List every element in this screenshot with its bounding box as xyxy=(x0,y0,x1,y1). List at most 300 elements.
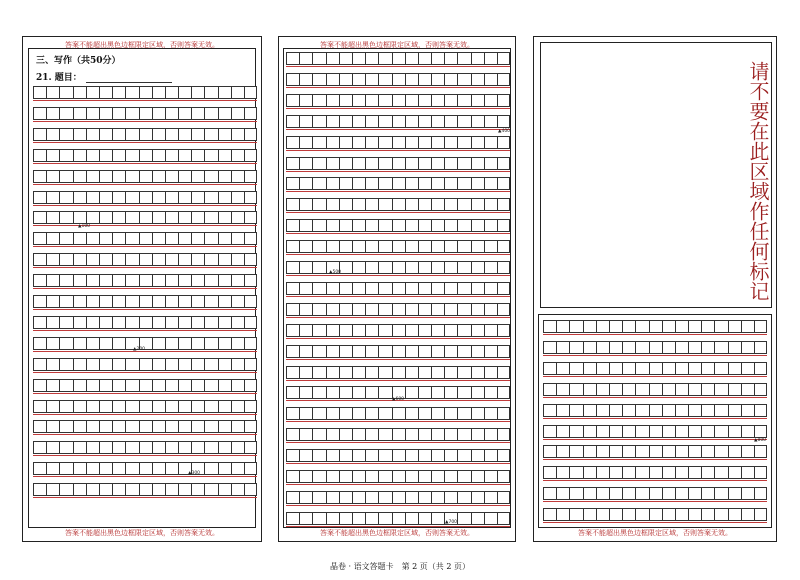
grid-row[interactable] xyxy=(286,512,510,527)
grid-cell[interactable] xyxy=(378,470,391,483)
grid-cell[interactable] xyxy=(714,445,727,458)
grid-cell[interactable] xyxy=(675,341,688,354)
grid-cell[interactable] xyxy=(191,107,204,120)
grid-cell[interactable] xyxy=(569,425,582,438)
grid-cell[interactable] xyxy=(99,107,112,120)
grid-cell[interactable] xyxy=(86,462,99,475)
grid-cell[interactable] xyxy=(218,149,231,162)
grid-cell[interactable] xyxy=(218,316,231,329)
grid-cell[interactable] xyxy=(418,428,431,441)
grid-cell[interactable] xyxy=(484,73,497,86)
grid-cell[interactable] xyxy=(312,428,325,441)
grid-cell[interactable] xyxy=(596,383,609,396)
grid-cell[interactable] xyxy=(405,198,418,211)
grid-cell[interactable] xyxy=(635,341,648,354)
grid-cell[interactable] xyxy=(392,240,405,253)
grid-cell[interactable] xyxy=(444,177,457,190)
grid-cell[interactable] xyxy=(405,303,418,316)
grid-cell[interactable] xyxy=(405,491,418,504)
grid-cell[interactable] xyxy=(596,487,609,500)
grid-cell[interactable] xyxy=(569,487,582,500)
grid-cell[interactable] xyxy=(299,491,312,504)
grid-cell[interactable] xyxy=(471,261,484,274)
grid-cell[interactable] xyxy=(418,324,431,337)
grid-cell[interactable] xyxy=(165,170,178,183)
grid-cell[interactable] xyxy=(125,295,138,308)
grid-cell[interactable] xyxy=(46,149,59,162)
grid-cell[interactable] xyxy=(418,198,431,211)
grid-cell[interactable] xyxy=(152,379,165,392)
grid-cell[interactable] xyxy=(457,407,470,420)
grid-cell[interactable] xyxy=(33,462,46,475)
grid-cell[interactable] xyxy=(471,282,484,295)
grid-cell[interactable] xyxy=(218,420,231,433)
grid-row[interactable] xyxy=(543,383,767,398)
grid-cell[interactable] xyxy=(286,115,299,128)
grid-cell[interactable] xyxy=(392,219,405,232)
grid-cell[interactable] xyxy=(112,86,125,99)
grid-cell[interactable] xyxy=(471,470,484,483)
grid-cell[interactable] xyxy=(457,240,470,253)
grid-cell[interactable] xyxy=(191,400,204,413)
grid-cell[interactable] xyxy=(125,483,138,496)
grid-cell[interactable] xyxy=(299,303,312,316)
grid-cell[interactable] xyxy=(701,320,714,333)
grid-cell[interactable] xyxy=(139,316,152,329)
grid-cell[interactable] xyxy=(688,383,701,396)
grid-cell[interactable] xyxy=(609,508,622,521)
grid-cell[interactable] xyxy=(339,240,352,253)
grid-cell[interactable] xyxy=(178,441,191,454)
grid-cell[interactable] xyxy=(583,425,596,438)
grid-cell[interactable] xyxy=(86,274,99,287)
grid-cell[interactable] xyxy=(339,345,352,358)
grid-cell[interactable] xyxy=(152,462,165,475)
grid-cell[interactable] xyxy=(286,491,299,504)
grid-cell[interactable] xyxy=(191,170,204,183)
grid-cell[interactable] xyxy=(165,191,178,204)
grid-cell[interactable] xyxy=(204,295,217,308)
grid-cell[interactable] xyxy=(352,345,365,358)
grid-cell[interactable] xyxy=(125,107,138,120)
grid-cell[interactable] xyxy=(675,320,688,333)
grid-cell[interactable] xyxy=(497,491,510,504)
grid-cell[interactable] xyxy=(728,466,741,479)
grid-cell[interactable] xyxy=(431,282,444,295)
grid-cell[interactable] xyxy=(178,170,191,183)
grid-row[interactable] xyxy=(33,483,257,498)
grid-row[interactable] xyxy=(286,261,510,276)
grid-cell[interactable] xyxy=(218,107,231,120)
grid-cell[interactable] xyxy=(497,136,510,149)
grid-cell[interactable] xyxy=(231,316,244,329)
grid-cell[interactable] xyxy=(191,337,204,350)
grid-cell[interactable] xyxy=(378,407,391,420)
grid-cell[interactable] xyxy=(312,407,325,420)
grid-cell[interactable] xyxy=(392,157,405,170)
grid-cell[interactable] xyxy=(418,366,431,379)
grid-cell[interactable] xyxy=(378,345,391,358)
grid-cell[interactable] xyxy=(714,487,727,500)
grid-cell[interactable] xyxy=(497,219,510,232)
grid-cell[interactable] xyxy=(99,149,112,162)
grid-cell[interactable] xyxy=(418,115,431,128)
grid-cell[interactable] xyxy=(152,170,165,183)
grid-cell[interactable] xyxy=(139,232,152,245)
grid-cell[interactable] xyxy=(543,383,556,396)
grid-cell[interactable] xyxy=(444,366,457,379)
grid-cell[interactable] xyxy=(741,383,754,396)
grid-cell[interactable] xyxy=(392,282,405,295)
grid-cell[interactable] xyxy=(286,219,299,232)
grid-cell[interactable] xyxy=(178,232,191,245)
grid-cell[interactable] xyxy=(583,320,596,333)
grid-cell[interactable] xyxy=(286,94,299,107)
grid-cell[interactable] xyxy=(365,491,378,504)
grid-cell[interactable] xyxy=(378,261,391,274)
grid-cell[interactable] xyxy=(701,466,714,479)
grid-cell[interactable] xyxy=(543,508,556,521)
grid-cell[interactable] xyxy=(99,274,112,287)
grid-cell[interactable] xyxy=(165,379,178,392)
grid-cell[interactable] xyxy=(622,508,635,521)
grid-cell[interactable] xyxy=(59,191,72,204)
grid-cell[interactable] xyxy=(569,362,582,375)
grid-cell[interactable] xyxy=(86,483,99,496)
grid-cell[interactable] xyxy=(165,400,178,413)
grid-cell[interactable] xyxy=(556,445,569,458)
grid-cell[interactable] xyxy=(556,466,569,479)
grid-cell[interactable] xyxy=(178,107,191,120)
grid-cell[interactable] xyxy=(583,466,596,479)
grid-cell[interactable] xyxy=(125,400,138,413)
grid-cell[interactable] xyxy=(583,404,596,417)
grid-row[interactable] xyxy=(33,420,257,435)
grid-cell[interactable] xyxy=(543,425,556,438)
grid-cell[interactable] xyxy=(286,240,299,253)
grid-cell[interactable] xyxy=(622,445,635,458)
grid-cell[interactable] xyxy=(431,157,444,170)
grid-cell[interactable] xyxy=(431,219,444,232)
grid-cell[interactable] xyxy=(231,211,244,224)
grid-cell[interactable] xyxy=(497,366,510,379)
grid-cell[interactable] xyxy=(33,232,46,245)
grid-cell[interactable] xyxy=(583,362,596,375)
grid-cell[interactable] xyxy=(339,282,352,295)
grid-cell[interactable] xyxy=(431,73,444,86)
grid-row[interactable] xyxy=(286,157,510,172)
grid-cell[interactable] xyxy=(152,253,165,266)
grid-cell[interactable] xyxy=(609,425,622,438)
grid-row[interactable] xyxy=(33,107,257,122)
grid-cell[interactable] xyxy=(231,400,244,413)
grid-cell[interactable] xyxy=(728,362,741,375)
grid-row[interactable] xyxy=(543,466,767,481)
grid-cell[interactable] xyxy=(431,512,444,525)
grid-cell[interactable] xyxy=(326,428,339,441)
grid-cell[interactable] xyxy=(59,483,72,496)
grid-cell[interactable] xyxy=(204,170,217,183)
grid-cell[interactable] xyxy=(405,345,418,358)
grid-cell[interactable] xyxy=(497,115,510,128)
grid-cell[interactable] xyxy=(444,345,457,358)
grid-cell[interactable] xyxy=(754,383,767,396)
grid-cell[interactable] xyxy=(754,404,767,417)
grid-cell[interactable] xyxy=(754,445,767,458)
grid-cell[interactable] xyxy=(392,136,405,149)
grid-cell[interactable] xyxy=(33,86,46,99)
grid-cell[interactable] xyxy=(714,466,727,479)
grid-cell[interactable] xyxy=(86,441,99,454)
grid-cell[interactable] xyxy=(675,466,688,479)
grid-cell[interactable] xyxy=(326,449,339,462)
grid-cell[interactable] xyxy=(431,240,444,253)
grid-cell[interactable] xyxy=(112,253,125,266)
grid-cell[interactable] xyxy=(73,462,86,475)
grid-cell[interactable] xyxy=(165,232,178,245)
grid-cell[interactable] xyxy=(139,379,152,392)
grid-cell[interactable] xyxy=(392,94,405,107)
grid-cell[interactable] xyxy=(662,362,675,375)
grid-row[interactable] xyxy=(286,94,510,109)
grid-cell[interactable] xyxy=(457,512,470,525)
grid-cell[interactable] xyxy=(286,157,299,170)
grid-cell[interactable] xyxy=(339,470,352,483)
grid-cell[interactable] xyxy=(33,337,46,350)
grid-cell[interactable] xyxy=(649,425,662,438)
grid-cell[interactable] xyxy=(569,383,582,396)
grid-cell[interactable] xyxy=(418,219,431,232)
grid-cell[interactable] xyxy=(33,191,46,204)
grid-cell[interactable] xyxy=(701,341,714,354)
grid-cell[interactable] xyxy=(231,191,244,204)
grid-cell[interactable] xyxy=(444,261,457,274)
grid-cell[interactable] xyxy=(99,358,112,371)
grid-cell[interactable] xyxy=(152,191,165,204)
grid-cell[interactable] xyxy=(73,149,86,162)
grid-cell[interactable] xyxy=(457,157,470,170)
grid-cell[interactable] xyxy=(125,379,138,392)
grid-cell[interactable] xyxy=(244,462,257,475)
grid-cell[interactable] xyxy=(339,94,352,107)
grid-cell[interactable] xyxy=(99,191,112,204)
grid-cell[interactable] xyxy=(218,274,231,287)
grid-cell[interactable] xyxy=(73,211,86,224)
title-blank[interactable] xyxy=(86,73,172,83)
grid-cell[interactable] xyxy=(299,94,312,107)
grid-cell[interactable] xyxy=(86,170,99,183)
grid-cell[interactable] xyxy=(286,512,299,525)
grid-cell[interactable] xyxy=(457,219,470,232)
grid-cell[interactable] xyxy=(99,253,112,266)
grid-cell[interactable] xyxy=(191,358,204,371)
grid-row[interactable] xyxy=(286,470,510,485)
grid-cell[interactable] xyxy=(378,449,391,462)
grid-cell[interactable] xyxy=(688,341,701,354)
grid-cell[interactable] xyxy=(165,295,178,308)
grid-cell[interactable] xyxy=(622,487,635,500)
grid-cell[interactable] xyxy=(418,512,431,525)
grid-cell[interactable] xyxy=(418,345,431,358)
grid-cell[interactable] xyxy=(99,211,112,224)
grid-cell[interactable] xyxy=(73,400,86,413)
grid-cell[interactable] xyxy=(112,128,125,141)
grid-cell[interactable] xyxy=(728,425,741,438)
grid-cell[interactable] xyxy=(33,128,46,141)
grid-row[interactable] xyxy=(33,170,257,185)
grid-cell[interactable] xyxy=(378,240,391,253)
grid-cell[interactable] xyxy=(299,407,312,420)
grid-cell[interactable] xyxy=(365,512,378,525)
grid-cell[interactable] xyxy=(457,470,470,483)
grid-cell[interactable] xyxy=(352,470,365,483)
grid-cell[interactable] xyxy=(218,128,231,141)
grid-cell[interactable] xyxy=(484,512,497,525)
grid-cell[interactable] xyxy=(152,316,165,329)
grid-cell[interactable] xyxy=(112,483,125,496)
grid-row[interactable] xyxy=(33,211,257,226)
grid-cell[interactable] xyxy=(312,345,325,358)
grid-cell[interactable] xyxy=(286,177,299,190)
grid-cell[interactable] xyxy=(218,462,231,475)
grid-cell[interactable] xyxy=(244,316,257,329)
grid-cell[interactable] xyxy=(728,508,741,521)
grid-cell[interactable] xyxy=(497,198,510,211)
grid-cell[interactable] xyxy=(352,219,365,232)
grid-cell[interactable] xyxy=(418,386,431,399)
grid-cell[interactable] xyxy=(231,149,244,162)
grid-cell[interactable] xyxy=(484,177,497,190)
grid-cell[interactable] xyxy=(312,94,325,107)
grid-cell[interactable] xyxy=(286,73,299,86)
grid-cell[interactable] xyxy=(339,115,352,128)
grid-cell[interactable] xyxy=(244,441,257,454)
grid-cell[interactable] xyxy=(484,470,497,483)
grid-cell[interactable] xyxy=(392,449,405,462)
grid-cell[interactable] xyxy=(218,358,231,371)
grid-cell[interactable] xyxy=(86,191,99,204)
grid-cell[interactable] xyxy=(204,462,217,475)
grid-cell[interactable] xyxy=(583,341,596,354)
grid-cell[interactable] xyxy=(339,428,352,441)
grid-cell[interactable] xyxy=(543,487,556,500)
grid-cell[interactable] xyxy=(73,107,86,120)
grid-cell[interactable] xyxy=(286,282,299,295)
grid-cell[interactable] xyxy=(312,282,325,295)
grid-cell[interactable] xyxy=(444,136,457,149)
grid-cell[interactable] xyxy=(457,198,470,211)
grid-cell[interactable] xyxy=(352,73,365,86)
grid-cell[interactable] xyxy=(312,491,325,504)
grid-cell[interactable] xyxy=(204,337,217,350)
grid-cell[interactable] xyxy=(609,341,622,354)
grid-cell[interactable] xyxy=(405,219,418,232)
grid-cell[interactable] xyxy=(165,128,178,141)
grid-cell[interactable] xyxy=(46,86,59,99)
grid-cell[interactable] xyxy=(299,282,312,295)
grid-cell[interactable] xyxy=(152,128,165,141)
grid-cell[interactable] xyxy=(444,428,457,441)
grid-cell[interactable] xyxy=(204,107,217,120)
grid-cell[interactable] xyxy=(484,198,497,211)
grid-cell[interactable] xyxy=(112,149,125,162)
grid-cell[interactable] xyxy=(59,211,72,224)
grid-cell[interactable] xyxy=(139,170,152,183)
grid-cell[interactable] xyxy=(46,253,59,266)
grid-row[interactable] xyxy=(33,358,257,373)
grid-cell[interactable] xyxy=(635,466,648,479)
grid-cell[interactable] xyxy=(497,240,510,253)
grid-cell[interactable] xyxy=(165,337,178,350)
grid-cell[interactable] xyxy=(431,115,444,128)
grid-cell[interactable] xyxy=(231,441,244,454)
grid-cell[interactable] xyxy=(418,240,431,253)
grid-cell[interactable] xyxy=(352,198,365,211)
grid-cell[interactable] xyxy=(244,86,257,99)
grid-cell[interactable] xyxy=(46,107,59,120)
grid-cell[interactable] xyxy=(418,136,431,149)
grid-cell[interactable] xyxy=(378,366,391,379)
grid-cell[interactable] xyxy=(286,386,299,399)
grid-cell[interactable] xyxy=(675,404,688,417)
grid-cell[interactable] xyxy=(33,441,46,454)
grid-cell[interactable] xyxy=(244,232,257,245)
grid-cell[interactable] xyxy=(112,170,125,183)
grid-cell[interactable] xyxy=(73,191,86,204)
grid-cell[interactable] xyxy=(596,425,609,438)
grid-cell[interactable] xyxy=(178,211,191,224)
grid-cell[interactable] xyxy=(191,316,204,329)
grid-cell[interactable] xyxy=(112,420,125,433)
grid-cell[interactable] xyxy=(139,211,152,224)
grid-cell[interactable] xyxy=(231,170,244,183)
grid-cell[interactable] xyxy=(231,274,244,287)
grid-row[interactable] xyxy=(286,177,510,192)
grid-cell[interactable] xyxy=(59,253,72,266)
grid-cell[interactable] xyxy=(418,73,431,86)
grid-cell[interactable] xyxy=(204,274,217,287)
grid-cell[interactable] xyxy=(99,379,112,392)
grid-cell[interactable] xyxy=(609,445,622,458)
grid-cell[interactable] xyxy=(378,282,391,295)
grid-cell[interactable] xyxy=(675,445,688,458)
grid-cell[interactable] xyxy=(326,386,339,399)
grid-cell[interactable] xyxy=(86,400,99,413)
grid-row[interactable] xyxy=(543,425,767,440)
grid-row[interactable] xyxy=(286,282,510,297)
grid-cell[interactable] xyxy=(583,445,596,458)
grid-cell[interactable] xyxy=(497,470,510,483)
grid-cell[interactable] xyxy=(59,441,72,454)
grid-cell[interactable] xyxy=(218,441,231,454)
grid-cell[interactable] xyxy=(418,470,431,483)
grid-cell[interactable] xyxy=(204,483,217,496)
grid-row[interactable] xyxy=(543,362,767,377)
grid-cell[interactable] xyxy=(218,170,231,183)
grid-cell[interactable] xyxy=(112,337,125,350)
grid-cell[interactable] xyxy=(152,211,165,224)
grid-cell[interactable] xyxy=(556,362,569,375)
grid-cell[interactable] xyxy=(431,303,444,316)
grid-cell[interactable] xyxy=(457,73,470,86)
grid-row[interactable] xyxy=(33,462,257,477)
grid-cell[interactable] xyxy=(457,303,470,316)
grid-cell[interactable] xyxy=(218,86,231,99)
grid-cell[interactable] xyxy=(701,508,714,521)
grid-cell[interactable] xyxy=(286,345,299,358)
grid-cell[interactable] xyxy=(312,240,325,253)
grid-cell[interactable] xyxy=(596,404,609,417)
